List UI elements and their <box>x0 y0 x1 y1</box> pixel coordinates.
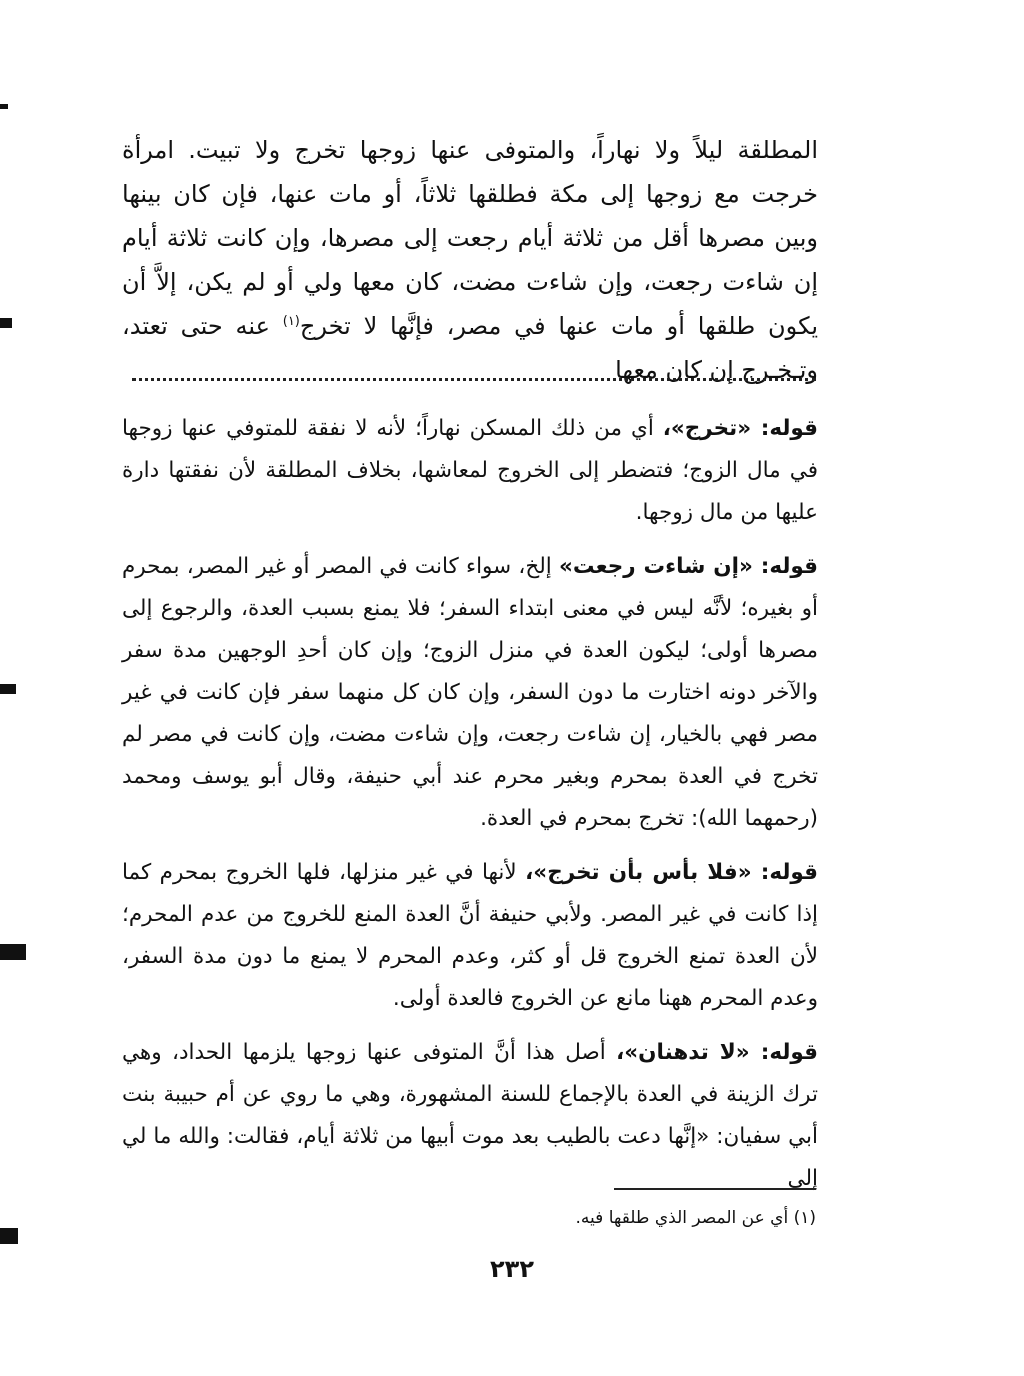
commentary-keyword: قوله: «إن شاءت رجعت» <box>559 554 818 579</box>
scan-edge-mark <box>0 1228 18 1244</box>
scan-edge-mark <box>0 944 26 960</box>
scan-edge-mark <box>0 104 8 109</box>
commentary-text: إلخ، سواء كانت في المصر أو غير المصر، بمحرم أو بغيره؛ لأنَّه ليس في معنى ابتداء السفر؛ فلا يمنع بسبب العدة، والرجوع إلى مصرها أولى؛ ليكون العدة في منزل الزوج؛ وإن كان أحدِ الوجهين مدة سفر والآخر دونه اختارت ما دون السفر، وإن كان كل منهما سفر فإن كانت في غير مصر فهي بالخيار، إن شاءت رجعت، وإن شاءت مضت، وإن كانت في مصر لم تخرج في العدة بمحرم وبغير محرم عند أبي حنيفة، وقال أبو يوسف ومحمد (رحمهما الله): تخرج بمحرم في العدة. <box>122 554 818 831</box>
dotted-separator <box>132 378 816 381</box>
commentary-text: لأنها في غير منزلها، فلها الخروج بمحرم كما إذا كانت في غير المصر. ولأبي حنيفة أنَّ العدة المنع للخروج من عدم المحرم؛ لأن العدة تمنع الخروج قل أو كثر، وعدم المحرم لا يمنع ما دون مدة السفر، وعدم المحرم ههنا مانع عن الخروج فالعدة أولى. <box>122 860 818 1011</box>
commentary-text: أصل هذا أنَّ المتوفى عنها زوجها يلزمها الحداد، وهي ترك الزينة في العدة بالإجماع للسنة المشهورة، وهي ما روي عن أم حبيبة بنت أبي سفيان: «إنَّها دعت بالطيب بعد موت أبيها من ثلاثة أيام، فقالت: والله ما لي إلى <box>122 1040 818 1191</box>
footnote-rule <box>614 1188 816 1190</box>
scan-edge-mark <box>0 318 12 328</box>
commentary-section <box>122 408 818 1200</box>
scan-edge-mark <box>0 684 16 694</box>
commentary-keyword: قوله: «تخرج»، <box>662 416 818 441</box>
page-number: ٢٣٢ <box>490 1255 534 1283</box>
commentary-paragraph <box>122 408 818 534</box>
commentary-keyword: قوله: «لا تدهنان»، <box>616 1040 818 1065</box>
commentary-text: أي من ذلك المسكن نهاراً؛ لأنه لا نفقة للمتوفي عنها زوجها في مال الزوج؛ فتضطر إلى الخروج لمعاشها، بخلاف المطلقة لأن نفقتها دارة عليها من مال زوجها. <box>122 416 818 525</box>
commentary-paragraph <box>122 546 818 840</box>
commentary-paragraph <box>122 852 818 1020</box>
main-text-end: عنه حتى تعتد، وتـخـرج إن كان معها <box>122 312 818 384</box>
commentary-paragraph <box>122 1032 818 1200</box>
commentary-keyword: قوله: «فلا بأس بأن تخرج»، <box>525 860 818 885</box>
footnote-reference: (١) <box>282 314 300 329</box>
footnote: (١) أي عن المصر الذي طلقها فيه. <box>575 1208 816 1228</box>
main-text-body: المطلقة ليلاً ولا نهاراً، والمتوفى عنها زوجها تخرج ولا تبيت. امرأة خرجت مع زوجها إلى مكة فطلقها ثلاثاً، أو مات عنها، فإن كان بينها وبين مصرها أقل من ثلاثة أيام رجعت إلى مصرها، وإن كانت ثلاثة أيام إن شاءت رجعت، وإن شاءت مضت، كان معها ولي أو لم يكن، إلاَّ أن يكون طلقها أو مات عنها في مصر، فإنَّها لا تخرج <box>122 136 819 340</box>
main-text <box>122 128 818 392</box>
